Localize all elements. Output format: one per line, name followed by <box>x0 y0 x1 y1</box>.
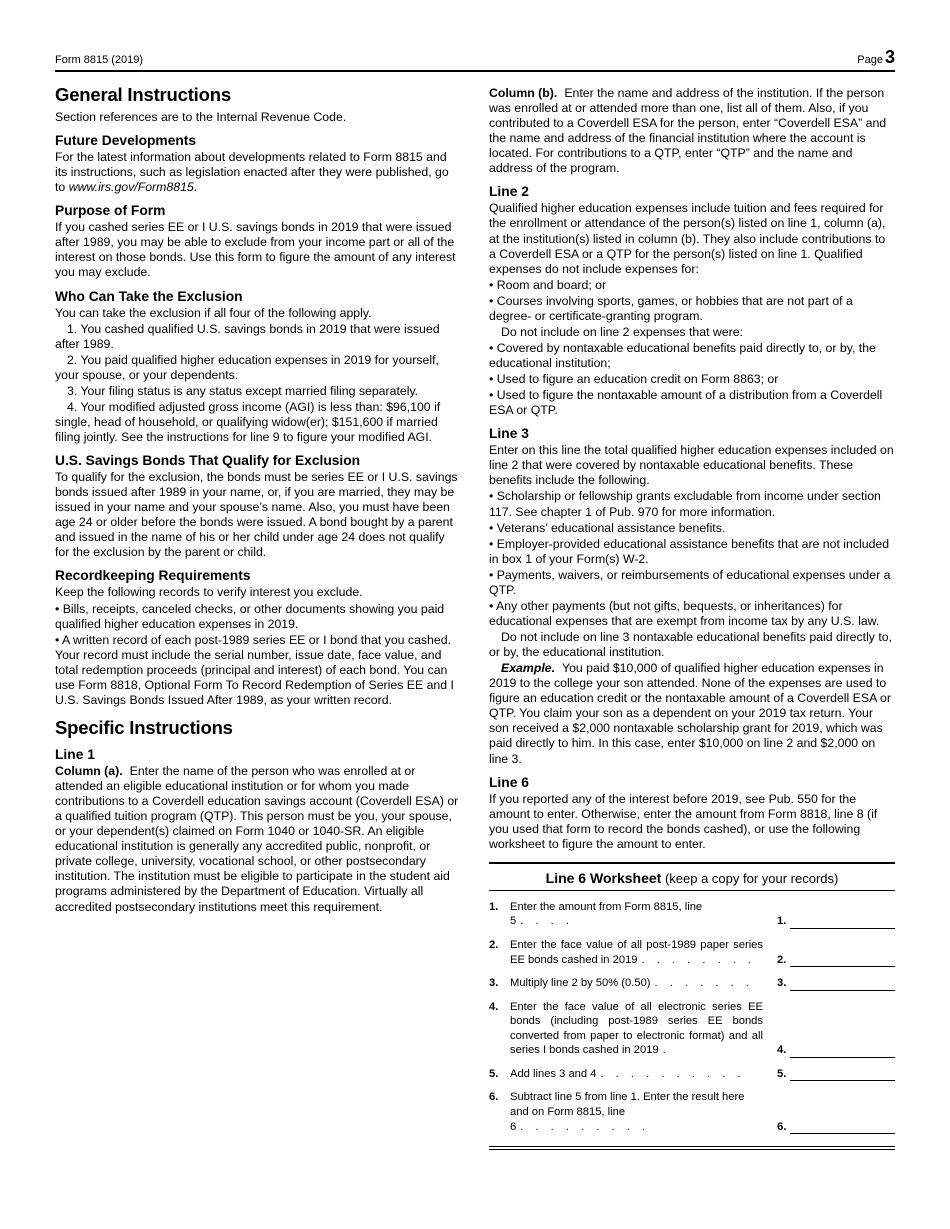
line3-bullet-3: • Employer-provided educational assistance benefits that are not included in box 1 of your Form(s) W-2. <box>489 537 895 567</box>
column-a-body: Enter the name of the person who was enrolled at or attended an eligible educational institution or for whom you made contributions to a Coverdell education savings account (Coverdell ESA) or a qualified tuition program (QTP). This person must be you, your spouse, or your dependent(s) claimed on Form 1040 or 1040-SR. An eligible educational institution is generally any accredited public, nonprofit, or private college, university, vocational school, or other postsecondary institution. The institution must be eligible to participate in the student aid programs administered by the Department of Education. Virtually all accredited postsecondary institutions meet this requirement. <box>55 763 459 914</box>
page-number: 3 <box>884 47 895 67</box>
line2-bullet-1: • Room and board; or <box>489 278 895 293</box>
line3-bullet-5: • Any other payments (but not gifts, bequests, or inheritances) for educational expenses that are exempt from income tax by any U.S. law. <box>489 599 895 629</box>
dot-leader: . . . . . . . <box>654 977 749 990</box>
worksheet-row-number: 4. <box>489 1000 499 1013</box>
worksheet-row-3 <box>489 976 895 991</box>
worksheet-entry <box>777 1043 895 1058</box>
dot-leader: . . . . <box>520 915 569 928</box>
dot-leader: . . . . . . . . . . <box>600 1067 741 1080</box>
line2-bullet-3: • Covered by nontaxable educational benefits paid directly to, or by, the educational institution; <box>489 341 895 371</box>
heading-savings-bonds-qualify: U.S. Savings Bonds That Qualify for Exclusion <box>55 453 361 469</box>
worksheet-entry <box>777 1120 895 1135</box>
worksheet-entry-line-6 <box>790 1121 895 1134</box>
worksheet-row-label: Subtract line 5 from line 1. Enter the result here and on Form 8815, line 6 <box>510 1091 745 1133</box>
worksheet-title: Line 6 Worksheet <box>545 869 662 886</box>
worksheet-row-label: Enter the amount from Form 8815, line 5 <box>510 900 703 928</box>
worksheet-row-label: Enter the face value of all electronic series EE bonds (including post-1989 series EE bonds converted from paper to electronic format) and all series I bonds cashed in 2019 <box>510 1000 763 1057</box>
line6-body: If you reported any of the interest before 2019, see Pub. 550 for the amount to enter. Otherwise, enter the amount from Form 8818, line 8 (if you used that form to record the bonds cashed), or use the following worksheet to figure the amount to enter. <box>489 791 878 851</box>
worksheet-row-number: 2. <box>489 938 499 951</box>
heading-line-2: Line 2 <box>489 184 529 200</box>
worksheet-entry-line-5 <box>790 1068 895 1081</box>
worksheet-row-5 <box>489 1067 895 1082</box>
line3-bullet-4: • Payments, waivers, or reimbursements of educational expenses under a QTP. <box>489 568 895 598</box>
two-column-layout <box>55 84 895 1150</box>
worksheet-row-6 <box>489 1090 895 1134</box>
heading-future-developments: Future Developments <box>55 133 197 149</box>
who-can-take-intro: You can take the exclusion if all four of the following apply. <box>55 305 372 320</box>
worksheet-row-number: 5. <box>489 1067 499 1080</box>
worksheet-row-label: Enter the face value of all post-1989 paper series EE bonds cashed in 2019 <box>510 938 763 966</box>
worksheet-title-row <box>489 864 895 891</box>
worksheet-entry-number: 2. <box>777 953 787 966</box>
worksheet-entry <box>777 1067 895 1082</box>
worksheet-entry-number: 1. <box>777 915 787 928</box>
dot-leader: . . . . . . . . . <box>520 1120 646 1133</box>
page-label: Page <box>857 54 883 66</box>
column-b-label: Column (b). <box>489 86 558 100</box>
column-a-label: Column (a). <box>55 763 123 778</box>
worksheet-row-text <box>510 1067 777 1082</box>
worksheet-entry <box>777 976 895 991</box>
irs-form8815-link[interactable]: www.irs.gov/Form8815 <box>68 180 194 195</box>
worksheet-row-number: 1. <box>489 900 499 913</box>
page-header <box>55 48 895 70</box>
column-b-paragraph <box>489 86 895 176</box>
worksheet-entry-line-3 <box>790 978 895 991</box>
who-can-take-item-4: 4. Your modified adjusted gross income (AGI) is less than: $96,100 if single, head of household, or qualifying widow(er); $151,600 if married filing jointly. See the instructions for line 9 to figure your modified AGI. <box>55 399 441 444</box>
line1-column-a-paragraph <box>55 764 461 915</box>
left-column <box>55 84 461 1150</box>
worksheet-row-text <box>510 938 777 967</box>
line3-example-paragraph <box>489 661 895 766</box>
worksheet-entry <box>777 953 895 968</box>
heading-line-1: Line 1 <box>55 746 95 762</box>
worksheet-row-1 <box>489 900 895 929</box>
future-developments-period: . <box>193 180 198 195</box>
recordkeeping-bullet-1: • Bills, receipts, canceled checks, or other documents showing you paid qualified higher education expenses in 2019. <box>55 602 461 632</box>
worksheet-entry-line-4 <box>790 1045 895 1058</box>
worksheet-row-number: 3. <box>489 977 499 990</box>
worksheet-row-4 <box>489 1000 895 1058</box>
worksheet-entry-number: 5. <box>777 1067 787 1080</box>
worksheet-row-text <box>510 976 777 991</box>
heading-recordkeeping: Recordkeeping Requirements <box>55 568 251 584</box>
worksheet-entry-line-1 <box>790 916 895 929</box>
heading-line-3: Line 3 <box>489 426 529 442</box>
line3-note: Do not include on line 3 nontaxable educational benefits paid directly to, or by, the educational institution. <box>489 630 893 660</box>
header-rule <box>55 70 895 72</box>
worksheet-row-label: Multiply line 2 by 50% (0.50) <box>510 977 651 990</box>
recordkeeping-bullet-2: • A written record of each post-1989 series EE or I bond that you cashed. Your record must include the serial number, issue date, face value, and total redemption proceeds (principal and interest) of each bond. You can use Form 8818, Optional Form To Record Redemption of Series EE and I U.S. Savings Bonds Issued After 1989, as your written record. <box>55 633 461 708</box>
worksheet-row-2 <box>489 938 895 967</box>
worksheet-row-text <box>510 900 777 929</box>
heading-specific-instructions: Specific Instructions <box>55 716 233 738</box>
line3-bullet-2: • Veterans’ educational assistance benefits. <box>489 521 895 536</box>
page-number-wrap <box>857 48 895 66</box>
example-body: You paid $10,000 of qualified higher education expenses in 2019 to the college your son attended. None of the expenses are used to figure an education credit or the nontaxable amount of a Coverdell ESA or QTP. You claim your son as a dependent on your 2019 tax return. Your son received a $2,000 nontaxable scholarship grant for 2019, which was paid directly to him. In this case, enter $10,000 on line 2 and $2,000 on line 3. <box>489 661 891 766</box>
worksheet-entry-number: 4. <box>777 1044 787 1057</box>
worksheet-entry <box>777 914 895 929</box>
heading-purpose-of-form: Purpose of Form <box>55 203 166 219</box>
who-can-take-item-2: 2. You paid qualified higher education expenses in 2019 for yourself, your spouse, or your dependents. <box>55 352 439 382</box>
worksheet-entry-number: 3. <box>777 977 787 990</box>
worksheet-entry-line-2 <box>790 954 895 967</box>
recordkeeping-intro: Keep the following records to verify interest you exclude. <box>55 585 363 600</box>
purpose-of-form-body: If you cashed series EE or I U.S. savings bonds in 2019 that were issued after 1989, you may be able to exclude from your income part or all of the interest on those bonds. Use this form to figure the amount of any interest you may exclude. <box>55 220 456 280</box>
line2-bullet-2: • Courses involving sports, games, or hobbies that are not part of a degree- or certificate-granting program. <box>489 294 895 324</box>
worksheet-row-number: 6. <box>489 1091 499 1104</box>
dot-leader: . . . . . . . . <box>641 953 752 966</box>
column-b-body: Enter the name and address of the institution. If the person was enrolled at or attended more than one, list all of them. Also, if you contributed to a Coverdell ESA for the person, enter “Coverdell ESA” and the name and address of the financial institution where the account is located. For contributions to a QTP, enter “QTP” and the name and address of the program. <box>489 86 887 176</box>
line2-bullet-4: • Used to figure an education credit on Form 8863; or <box>489 372 895 387</box>
worksheet-row-text <box>510 1090 777 1134</box>
worksheet-entry-number: 6. <box>777 1120 787 1133</box>
heading-who-can-take-exclusion: Who Can Take the Exclusion <box>55 288 243 304</box>
line2-body: Qualified higher education expenses include tuition and fees required for the enrollment or attendance of the person(s) listed on line 1, column (a), at the institution(s) listed in column (b). They also include contributions to a Coverdell ESA or a QTP for the person(s) listed on line 1. Qualified expenses do not include expenses for: <box>489 201 886 276</box>
heading-line-6: Line 6 <box>489 774 529 790</box>
right-column <box>489 84 895 1150</box>
who-can-take-item-1: 1. You cashed qualified U.S. savings bonds in 2019 that were issued after 1989. <box>55 321 440 351</box>
line2-bullet-5: • Used to figure the nontaxable amount of a distribution from a Coverdell ESA or QTP. <box>489 388 895 418</box>
heading-general-instructions: General Instructions <box>55 84 231 105</box>
line3-bullet-1: • Scholarship or fellowship grants excludable from income under section 117. See chapter 1 of Pub. 970 for more information. <box>489 489 895 519</box>
line6-worksheet <box>489 862 895 1150</box>
example-label: Example. <box>501 661 555 676</box>
dot-leader: . <box>662 1044 666 1057</box>
future-developments-text: For the latest information about developments related to Form 8815 and its instructions, such as legislation enacted after they were published, go to <box>55 150 449 195</box>
who-can-take-item-3: 3. Your filing status is any status except married filing separately. <box>67 383 419 398</box>
line3-body: Enter on this line the total qualified higher education expenses included on line 2 that were covered by nontaxable educational benefits. These benefits include the following. <box>489 443 894 488</box>
worksheet-row-label: Add lines 3 and 4 <box>510 1067 597 1080</box>
worksheet-subtitle: (keep a copy for your records) <box>664 870 839 886</box>
line2-mid-note: Do not include on line 2 expenses that were: <box>501 324 743 339</box>
worksheet-row-text <box>510 1000 777 1058</box>
general-instructions-intro: Section references are to the Internal Revenue Code. <box>55 110 347 124</box>
form-id: Form 8815 (2019) <box>55 54 144 66</box>
future-developments-body <box>55 150 461 195</box>
savings-bonds-qualify-body: To qualify for the exclusion, the bonds must be series EE or I U.S. savings bonds issued after 1989 in your name, or, if you are married, they may be issued in your name and your spouse’s name. Also, you must have been age 24 or older before the bonds were issued. A bond bought by a parent and issued in the name of his or her child under age 24 does not qualify for the exclusion by the parent or child. <box>55 470 458 560</box>
